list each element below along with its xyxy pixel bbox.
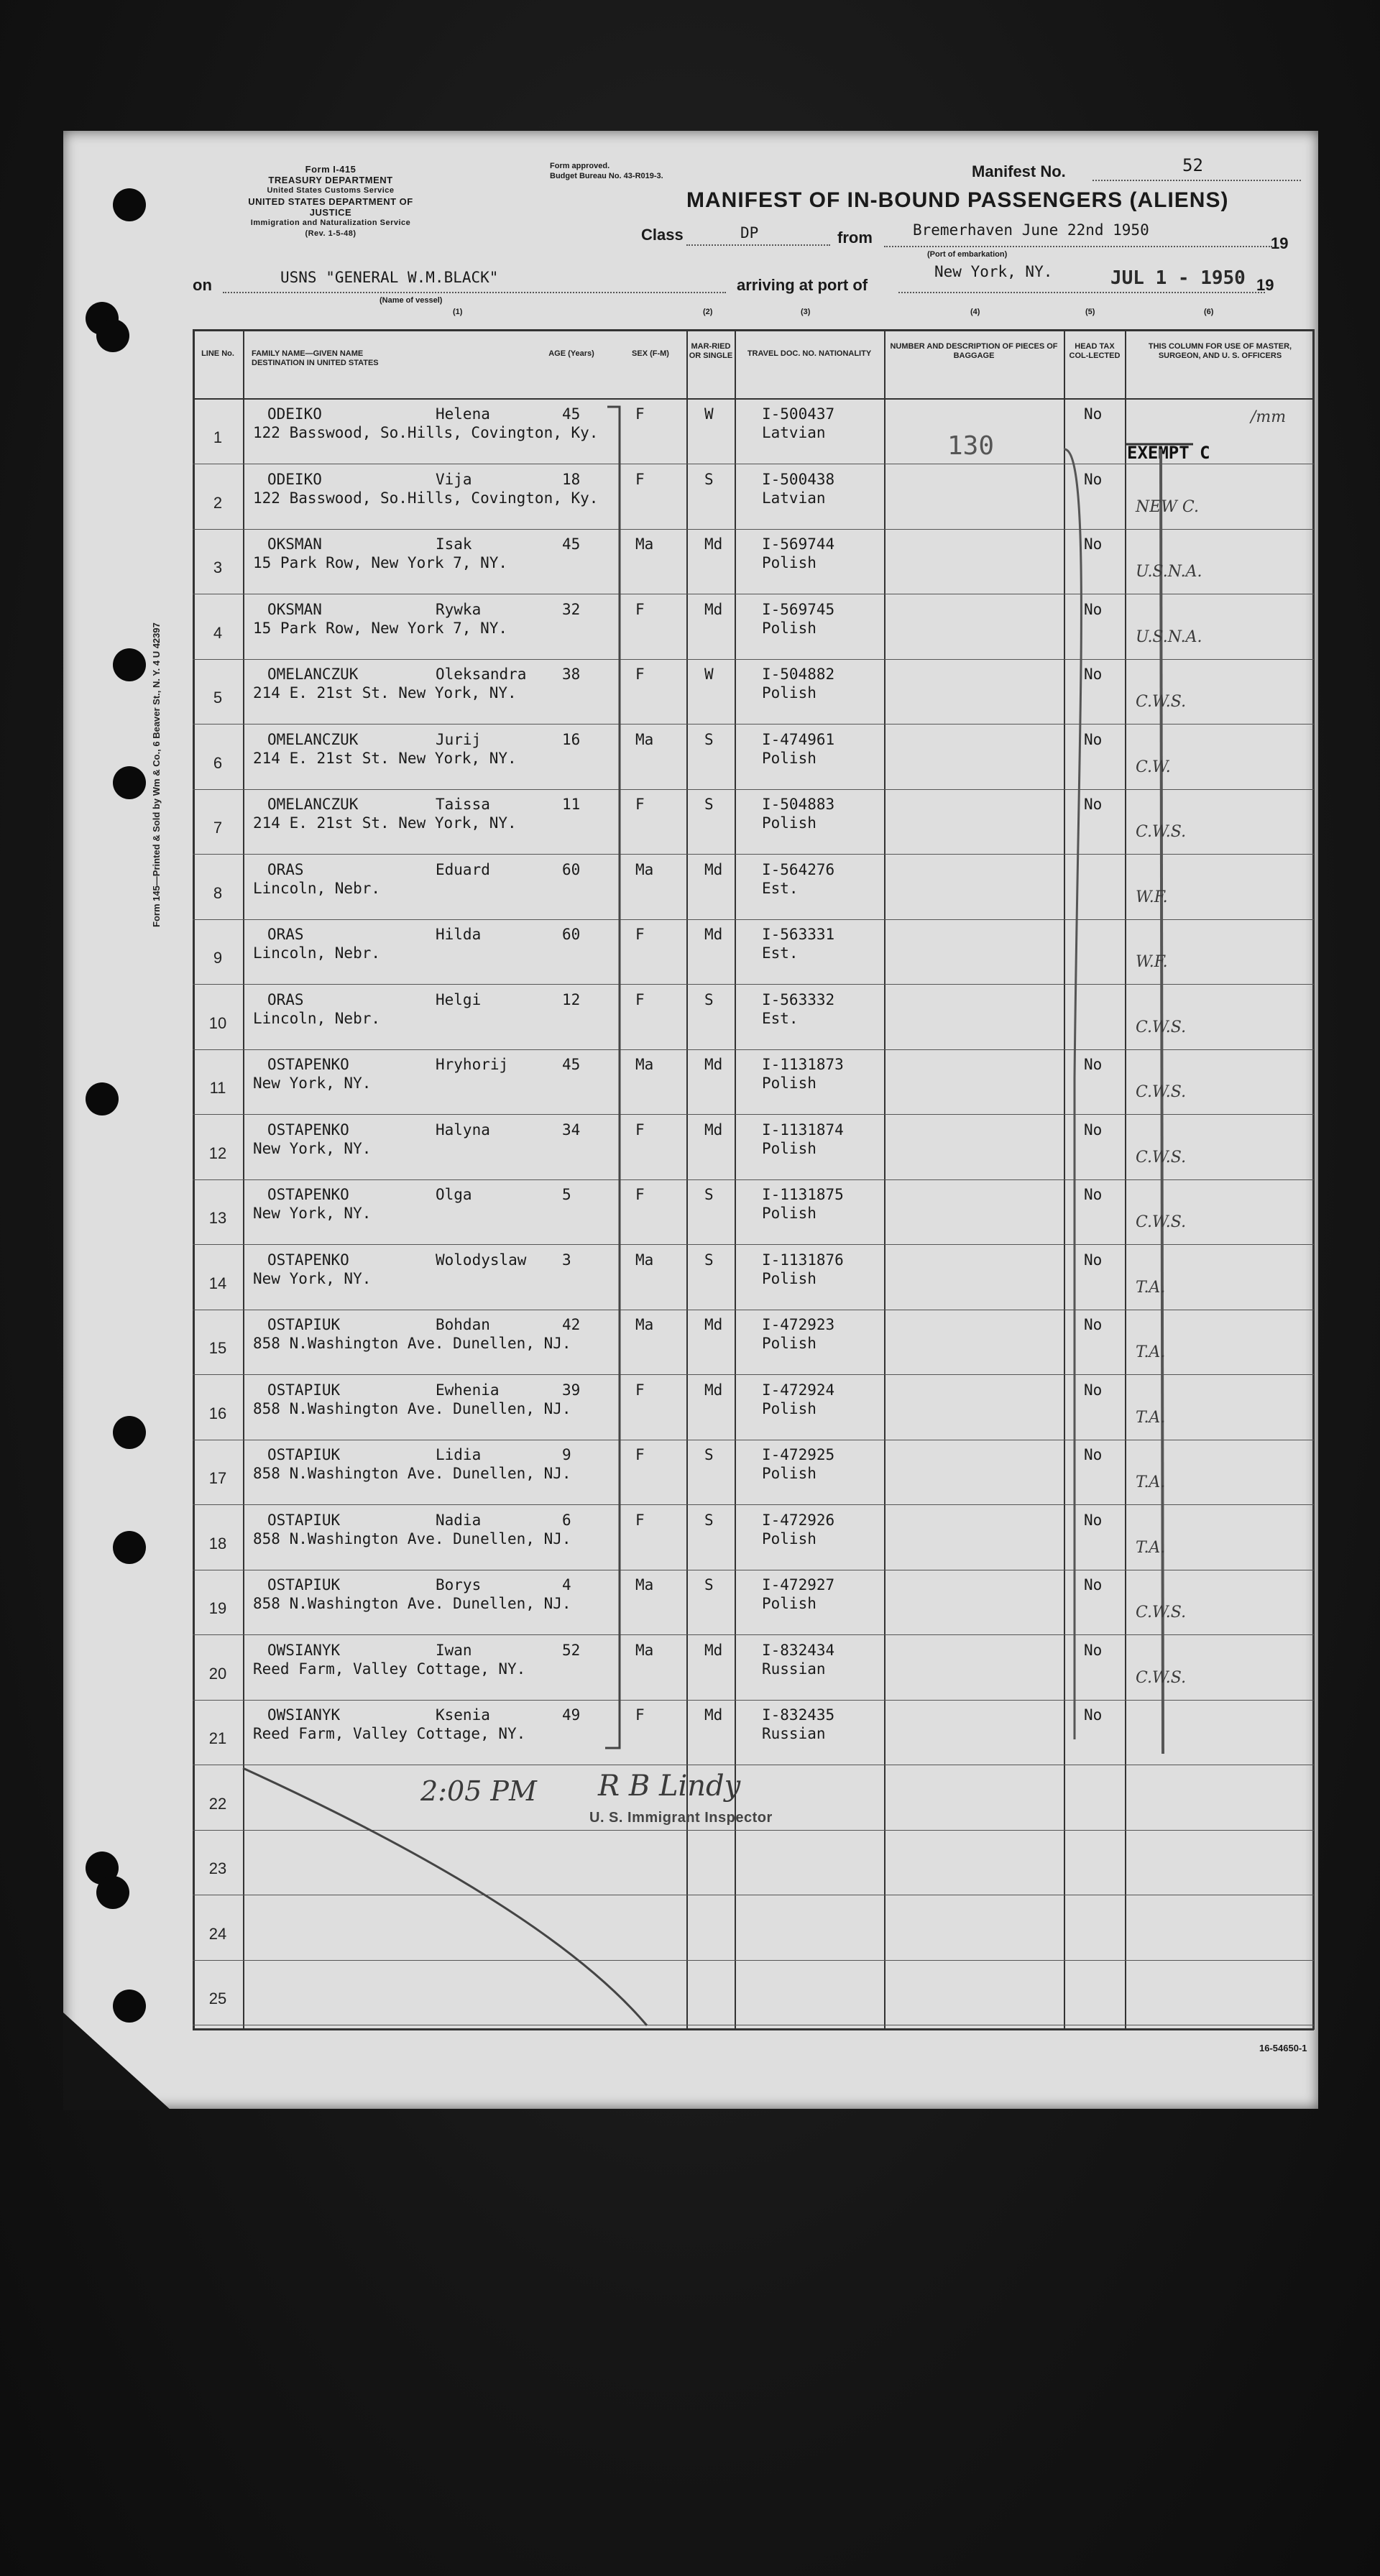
officer-note: /mm (1251, 408, 1287, 426)
passenger-family-name: OSTAPIUK (267, 1512, 341, 1529)
passenger-family-name: ODEIKO (267, 405, 322, 423)
row-line-number: 22 (208, 1795, 227, 1813)
head-tax-collected: No (1084, 1186, 1103, 1203)
col-header-baggage: NUMBER AND DESCRIPTION OF PIECES OF BAGGAGE (890, 342, 1058, 360)
col-header-married: MAR-RIED OR SINGLE (689, 342, 733, 360)
form-revision: (Rev. 1-5-48) (305, 229, 356, 238)
col-index-1: (1) (453, 308, 463, 316)
passenger-family-name: OMELANCZUK (267, 731, 359, 748)
passenger-age: 45 (562, 405, 581, 423)
passenger-given-name: Halyna (436, 1121, 490, 1138)
passenger-family-name: OSTAPENKO (267, 1251, 349, 1269)
passenger-age: 18 (562, 471, 581, 488)
passenger-given-name: Borys (436, 1576, 482, 1593)
head-tax-collected: No (1084, 1576, 1103, 1593)
passenger-nationality: Polish (762, 1335, 816, 1352)
head-tax-collected: No (1084, 1446, 1103, 1463)
passenger-sex: Ma (635, 1576, 654, 1593)
head-tax-collected: No (1084, 1316, 1103, 1333)
row-line-number: 12 (208, 1144, 227, 1162)
passenger-nationality: Polish (762, 554, 816, 571)
passenger-marital-status: S (704, 796, 714, 813)
travel-doc-number: I-832435 (762, 1706, 835, 1724)
passenger-family-name: OSTAPENKO (267, 1186, 349, 1203)
passenger-destination: Reed Farm, Valley Cottage, NY. (253, 1725, 526, 1742)
passenger-sex: F (635, 1381, 645, 1399)
travel-doc-number: I-500437 (762, 405, 835, 423)
passenger-age: 3 (562, 1251, 571, 1269)
passenger-given-name: Olga (436, 1186, 472, 1203)
officer-note: C.W.S. (1136, 1018, 1187, 1036)
passenger-marital-status: S (704, 1576, 714, 1593)
inspector-title: U. S. Immigrant Inspector (589, 1810, 773, 1826)
passenger-family-name: OSTAPENKO (267, 1056, 349, 1073)
inspector-signature: R B Lindy (598, 1770, 741, 1803)
passenger-nationality: Est. (762, 1010, 799, 1027)
passenger-sex: F (635, 405, 645, 423)
passenger-marital-status: W (704, 666, 714, 683)
passenger-sex: F (635, 991, 645, 1008)
col-header-name-title: FAMILY NAME—GIVEN NAME (252, 349, 364, 358)
row-line-number: 2 (213, 494, 223, 512)
passenger-age: 60 (562, 926, 581, 943)
passenger-age: 16 (562, 731, 581, 748)
travel-doc-number: I-472924 (762, 1381, 835, 1399)
dept-justice: UNITED STATES DEPARTMENT OF JUSTICE (248, 196, 413, 218)
class-label: Class (641, 226, 684, 244)
travel-doc-number: I-472927 (762, 1576, 835, 1593)
passenger-age: 45 (562, 535, 581, 553)
travel-doc-number: I-1131874 (762, 1121, 844, 1138)
passenger-sex: F (635, 1186, 645, 1203)
col-header-destination: DESTINATION IN UNITED STATES (252, 359, 379, 367)
passenger-sex: Ma (635, 731, 654, 748)
side-printer-note: Form 145—Printed & Sold by Wm & Co., 6 Beaver St., N. Y. 4 U 42397 (151, 622, 162, 927)
passenger-destination: 214 E. 21st St. New York, NY. (253, 750, 517, 767)
officer-note: C.W.S. (1136, 693, 1187, 711)
passenger-destination: 858 N.Washington Ave. Dunellen, NJ. (253, 1400, 571, 1417)
head-tax-collected: No (1084, 666, 1103, 683)
passenger-marital-status: S (704, 1251, 714, 1269)
row-line-number: 16 (208, 1404, 227, 1422)
passenger-nationality: Est. (762, 944, 799, 962)
head-tax-collected: No (1084, 471, 1103, 488)
travel-doc-number: I-563331 (762, 926, 835, 943)
passenger-nationality: Latvian (762, 489, 826, 507)
row-line-number: 25 (208, 1990, 227, 2007)
col-header-age: AGE (Years) (548, 349, 594, 358)
passenger-nationality: Polish (762, 1140, 816, 1157)
travel-doc-number: I-832434 (762, 1642, 835, 1659)
passenger-marital-status: S (704, 1186, 714, 1203)
col-index-3: (3) (801, 308, 811, 316)
passenger-age: 49 (562, 1706, 581, 1724)
passenger-sex: Ma (635, 1056, 654, 1073)
passenger-given-name: Vija (436, 471, 472, 488)
head-tax-collected: No (1084, 405, 1103, 423)
passenger-family-name: ODEIKO (267, 471, 322, 488)
travel-doc-number: I-1131873 (762, 1056, 844, 1073)
passenger-destination: 858 N.Washington Ave. Dunellen, NJ. (253, 1595, 571, 1612)
passenger-sex: F (635, 601, 645, 618)
passenger-nationality: Est. (762, 880, 799, 897)
travel-doc-number: I-563332 (762, 991, 835, 1008)
passenger-family-name: OWSIANYK (267, 1642, 341, 1659)
budget-bureau: Budget Bureau No. 43-R019-3. (550, 172, 663, 180)
passenger-marital-status: Md (704, 1381, 723, 1399)
passenger-family-name: ORAS (267, 861, 304, 878)
passenger-age: 6 (562, 1512, 571, 1529)
passenger-given-name: Helena (436, 405, 490, 423)
travel-doc-number: I-1131875 (762, 1186, 844, 1203)
passenger-marital-status: S (704, 731, 714, 748)
passenger-nationality: Russian (762, 1660, 826, 1678)
head-tax-collected: No (1084, 1512, 1103, 1529)
passenger-marital-status: S (704, 1512, 714, 1529)
vessel-caption: (Name of vessel) (380, 296, 443, 305)
officer-note: U.S.N.A. (1136, 628, 1202, 646)
passenger-marital-status: Md (704, 1706, 723, 1724)
passenger-family-name: OWSIANYK (267, 1706, 341, 1724)
arriving-label: arriving at port of (737, 276, 868, 294)
travel-doc-number: I-500438 (762, 471, 835, 488)
passenger-given-name: Rywka (436, 601, 482, 618)
passenger-given-name: Wolodyslaw (436, 1251, 527, 1269)
passenger-age: 5 (562, 1186, 571, 1203)
travel-doc-number: I-474961 (762, 731, 835, 748)
passenger-given-name: Jurij (436, 731, 482, 748)
passenger-age: 52 (562, 1642, 581, 1659)
passenger-given-name: Isak (436, 535, 472, 553)
col-header-sex: SEX (F-M) (632, 349, 669, 358)
port-value: New York, NY. (934, 263, 1053, 280)
passenger-marital-status: S (704, 1446, 714, 1463)
passenger-nationality: Polish (762, 684, 816, 702)
passenger-family-name: ORAS (267, 991, 304, 1008)
passenger-sex: Ma (635, 861, 654, 878)
officer-note: C.W. (1136, 758, 1171, 776)
tax-check-line (1064, 449, 1081, 1739)
passenger-given-name: Oleksandra (436, 666, 527, 683)
passenger-marital-status: S (704, 471, 714, 488)
passenger-marital-status: Md (704, 601, 723, 618)
travel-doc-number: I-569744 (762, 535, 835, 553)
year-suffix-2: 19 (1256, 276, 1274, 294)
class-value: DP (740, 224, 759, 242)
col-index-6: (6) (1204, 308, 1214, 316)
time-stamp: 2:05 PM (420, 1775, 537, 1807)
passenger-destination: 15 Park Row, New York 7, NY. (253, 620, 508, 637)
row-line-number: 5 (213, 689, 223, 707)
passenger-given-name: Eduard (436, 861, 490, 878)
row-line-number: 10 (208, 1014, 227, 1032)
head-tax-collected: No (1084, 1121, 1103, 1138)
passenger-age: 42 (562, 1316, 581, 1333)
passenger-destination: 214 E. 21st St. New York, NY. (253, 684, 517, 702)
officer-note: C.W.S. (1136, 1213, 1187, 1231)
footer-code: 16-54650-1 (1259, 2043, 1307, 2053)
officer-note: C.W.S. (1136, 1083, 1187, 1101)
manifest-title: MANIFEST OF IN-BOUND PASSENGERS (ALIENS) (686, 188, 1229, 212)
from-label: from (837, 229, 873, 247)
dept-customs: United States Customs Service (267, 186, 395, 195)
passenger-nationality: Polish (762, 1595, 816, 1612)
passenger-age: 11 (562, 796, 581, 813)
baggage-count: 130 (947, 431, 995, 461)
head-tax-collected: No (1084, 601, 1103, 618)
passenger-family-name: OSTAPIUK (267, 1316, 341, 1333)
row-line-number: 9 (213, 949, 223, 967)
row-line-number: 7 (213, 819, 223, 837)
passenger-sex: F (635, 796, 645, 813)
passenger-family-name: OSTAPENKO (267, 1121, 349, 1138)
passenger-age: 4 (562, 1576, 571, 1593)
passenger-marital-status: W (704, 405, 714, 423)
exempt-stamp: EXEMPT C (1127, 443, 1210, 463)
passenger-family-name: ORAS (267, 926, 304, 943)
officer-note: W.F. (1136, 953, 1168, 971)
passenger-family-name: OSTAPIUK (267, 1381, 341, 1399)
passenger-sex: Ma (635, 535, 654, 553)
officer-note: C.W.S. (1136, 1149, 1187, 1167)
passenger-destination: 15 Park Row, New York 7, NY. (253, 554, 508, 571)
row-line-number: 13 (208, 1209, 227, 1227)
passenger-marital-status: S (704, 991, 714, 1008)
passenger-nationality: Polish (762, 1205, 816, 1222)
row-line-number: 20 (208, 1665, 227, 1683)
passenger-marital-status: Md (704, 926, 723, 943)
passenger-marital-status: Md (704, 1642, 723, 1659)
travel-doc-number: I-472923 (762, 1316, 835, 1333)
travel-doc-number: I-569745 (762, 601, 835, 618)
passenger-nationality: Polish (762, 1400, 816, 1417)
officer-note: T.A. (1136, 1539, 1166, 1557)
passenger-destination: 122 Basswood, So.Hills, Covington, Ky. (253, 424, 599, 441)
officer-note: C.W.S. (1136, 1669, 1187, 1687)
officer-note: T.A. (1136, 1409, 1166, 1427)
officer-note: U.S.N.A. (1136, 563, 1202, 581)
passenger-nationality: Polish (762, 814, 816, 832)
from-value: Bremerhaven June 22nd 1950 (913, 221, 1149, 239)
col-index-4: (4) (970, 308, 980, 316)
row-line-number: 21 (208, 1729, 227, 1747)
passenger-age: 60 (562, 861, 581, 878)
col-header-line-no: LINE No. (201, 349, 234, 358)
passenger-given-name: Iwan (436, 1642, 472, 1659)
passenger-nationality: Polish (762, 750, 816, 767)
travel-doc-number: I-504883 (762, 796, 835, 813)
passenger-sex: Ma (635, 1642, 654, 1659)
passenger-marital-status: Md (704, 861, 723, 878)
embarkation-caption: (Port of embarkation) (927, 250, 1008, 259)
travel-doc-number: I-472925 (762, 1446, 835, 1463)
passenger-nationality: Polish (762, 1075, 816, 1092)
passenger-destination: 858 N.Washington Ave. Dunellen, NJ. (253, 1335, 571, 1352)
passenger-given-name: Hilda (436, 926, 482, 943)
travel-doc-number: I-472926 (762, 1512, 835, 1529)
passenger-given-name: Nadia (436, 1512, 482, 1529)
passenger-family-name: OSTAPIUK (267, 1446, 341, 1463)
passenger-nationality: Polish (762, 1530, 816, 1547)
officer-note: T.A. (1136, 1279, 1166, 1297)
passenger-destination: 858 N.Washington Ave. Dunellen, NJ. (253, 1530, 571, 1547)
passenger-sex: F (635, 471, 645, 488)
passenger-destination: 122 Basswood, So.Hills, Covington, Ky. (253, 489, 599, 507)
passenger-family-name: OMELANCZUK (267, 796, 359, 813)
form-approved: Form approved. (550, 162, 610, 170)
row-line-number: 11 (209, 1079, 226, 1097)
passenger-nationality: Russian (762, 1725, 826, 1742)
passenger-nationality: Polish (762, 1270, 816, 1287)
row-line-number: 15 (208, 1339, 227, 1357)
passenger-destination: New York, NY. (253, 1270, 372, 1287)
passenger-given-name: Lidia (436, 1446, 482, 1463)
row-line-number: 1 (213, 428, 223, 446)
passenger-marital-status: Md (704, 535, 723, 553)
passenger-age: 38 (562, 666, 581, 683)
passenger-given-name: Hryhorij (436, 1056, 509, 1073)
row-line-number: 18 (208, 1535, 227, 1552)
passenger-age: 45 (562, 1056, 581, 1073)
passenger-age: 39 (562, 1381, 581, 1399)
manifest-no-label: Manifest No. (972, 162, 1066, 180)
passenger-destination: New York, NY. (253, 1140, 372, 1157)
passenger-given-name: Taissa (436, 796, 490, 813)
passenger-sex: Ma (635, 1251, 654, 1269)
passenger-family-name: OKSMAN (267, 601, 322, 618)
passenger-age: 9 (562, 1446, 571, 1463)
passenger-nationality: Polish (762, 620, 816, 637)
travel-doc-number: I-1131876 (762, 1251, 844, 1269)
passenger-family-name: OKSMAN (267, 535, 322, 553)
col-header-travel-doc: TRAVEL DOC. NO. NATIONALITY (747, 349, 872, 358)
passenger-sex: Ma (635, 1316, 654, 1333)
arrival-date-stamp: JUL 1 - 1950 (1110, 267, 1246, 289)
passenger-marital-status: Md (704, 1121, 723, 1138)
head-tax-collected: No (1084, 796, 1103, 813)
passenger-age: 34 (562, 1121, 581, 1138)
dept-treasury: TREASURY DEPARTMENT (268, 175, 393, 185)
passenger-given-name: Bohdan (436, 1316, 490, 1333)
passenger-given-name: Ksenia (436, 1706, 490, 1724)
head-tax-collected: No (1084, 1056, 1103, 1073)
col-header-head-tax: HEAD TAX COL-LECTED (1069, 342, 1121, 360)
year-suffix-1: 19 (1271, 234, 1289, 252)
officer-note: C.W.S. (1136, 823, 1187, 841)
passenger-destination: 858 N.Washington Ave. Dunellen, NJ. (253, 1465, 571, 1482)
row-line-number: 14 (208, 1274, 227, 1292)
col-index-2: (2) (703, 308, 713, 316)
passenger-sex: F (635, 666, 645, 683)
row-line-number: 17 (208, 1469, 227, 1487)
passenger-destination: Lincoln, Nebr. (253, 880, 381, 897)
passenger-given-name: Helgi (436, 991, 482, 1008)
passenger-sex: F (635, 1121, 645, 1138)
passenger-destination: New York, NY. (253, 1205, 372, 1222)
passenger-age: 32 (562, 601, 581, 618)
passenger-destination: Lincoln, Nebr. (253, 944, 381, 962)
manifest-no-value: 52 (1182, 155, 1203, 175)
passenger-destination: Reed Farm, Valley Cottage, NY. (253, 1660, 526, 1678)
head-tax-collected: No (1084, 731, 1103, 748)
passenger-nationality: Polish (762, 1465, 816, 1482)
vessel-value: USNS "GENERAL W.M.BLACK" (280, 269, 499, 286)
row-line-number: 6 (213, 754, 223, 772)
officer-note: NEW C. (1136, 498, 1199, 516)
row-line-number: 3 (213, 558, 223, 576)
row-line-number: 8 (213, 884, 223, 902)
officer-note: T.A. (1136, 1473, 1166, 1491)
passenger-sex: F (635, 1706, 645, 1724)
passenger-destination: Lincoln, Nebr. (253, 1010, 381, 1027)
passenger-marital-status: Md (704, 1316, 723, 1333)
passenger-destination: 214 E. 21st St. New York, NY. (253, 814, 517, 832)
officer-note: W.F. (1136, 888, 1168, 906)
passenger-sex: F (635, 926, 645, 943)
passenger-sex: F (635, 1512, 645, 1529)
passenger-family-name: OSTAPIUK (267, 1576, 341, 1593)
row-line-number: 23 (208, 1859, 227, 1877)
col-index-5: (5) (1085, 308, 1095, 316)
passenger-marital-status: Md (704, 1056, 723, 1073)
head-tax-collected: No (1084, 535, 1103, 553)
dept-immigration: Immigration and Naturalization Service (250, 218, 411, 227)
travel-doc-number: I-564276 (762, 861, 835, 878)
passenger-sex: F (635, 1446, 645, 1463)
row-line-number: 24 (208, 1925, 227, 1943)
head-tax-collected: No (1084, 1706, 1103, 1724)
on-label: on (193, 276, 212, 294)
head-tax-collected: No (1084, 1251, 1103, 1269)
passenger-family-name: OMELANCZUK (267, 666, 359, 683)
row-line-number: 4 (213, 624, 223, 642)
col-header-officers: THIS COLUMN FOR USE OF MASTER, SURGEON, AND U. S. OFFICERS (1148, 342, 1292, 360)
head-tax-collected: No (1084, 1642, 1103, 1659)
row-line-number: 19 (208, 1599, 227, 1617)
form-number: Form I-415 (305, 164, 356, 175)
officer-note: T.A. (1136, 1343, 1166, 1361)
officer-note: C.W.S. (1136, 1604, 1187, 1622)
passenger-given-name: Ewhenia (436, 1381, 500, 1399)
head-tax-collected: No (1084, 1381, 1103, 1399)
passenger-nationality: Latvian (762, 424, 826, 441)
passenger-age: 12 (562, 991, 581, 1008)
travel-doc-number: I-504882 (762, 666, 835, 683)
sex-bracket-mark (605, 407, 620, 1748)
passenger-destination: New York, NY. (253, 1075, 372, 1092)
